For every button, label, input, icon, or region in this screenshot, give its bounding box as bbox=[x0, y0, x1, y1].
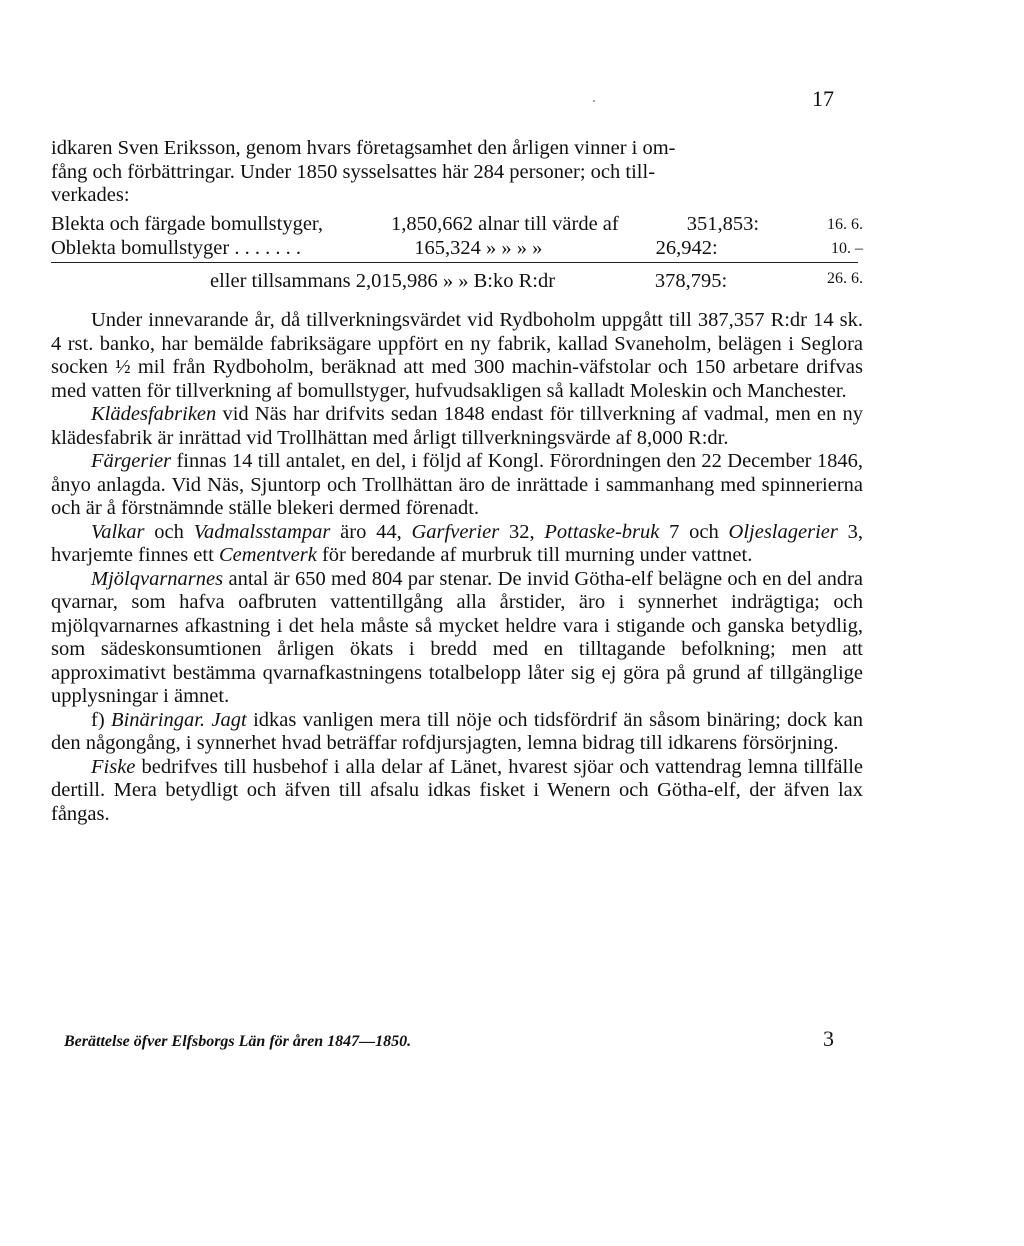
paragraph-rydboholm: Under innevarande år, då tillverkningsvärdet vid Rydboholm uppgått till 387,357 R:dr 14 sk. 4 rst. banko, har bemälde fabriksägare uppfört en ny fabrik, kallad Svaneholm, belägen i Seglora socken ½ mil från Rydboholm, beräknad att med 300 machin-väfstolar och 150 arbetare drifvas med vatten för tillverkning af bomullstyger, hufvudsakligen så kalladt Moleskin och Manchester. bbox=[51, 309, 863, 402]
table-row bbox=[51, 213, 863, 237]
term: Cementverk bbox=[218, 544, 317, 566]
paragraph-text: för beredande af murbruk till murning under vattnet. bbox=[316, 544, 753, 566]
intro-line: fång och förbättringar. Under 1850 sysselsattes här 284 personer; och till- bbox=[51, 160, 656, 183]
term: Garfverier bbox=[411, 520, 500, 543]
paragraph-text: 7 och bbox=[659, 520, 729, 543]
paragraph-valkar bbox=[51, 521, 863, 568]
intro-block bbox=[51, 137, 863, 208]
term: Valkar bbox=[91, 520, 145, 543]
term: Pottaske-bruk bbox=[544, 520, 660, 543]
section-marker: f) bbox=[91, 708, 112, 731]
total-skilling: 26. 6. bbox=[826, 270, 863, 287]
table-total-row bbox=[210, 270, 863, 293]
paragraph-text: vid Näs har drifvits sedan 1848 endast för tillverkning af vadmal, men en ny klädesfabrik är inrättad vid Trollhättan med årligt tillverkningsvärde af 8,000 R:dr. bbox=[51, 403, 863, 449]
total-label: eller tillsammans 2,015,986 » » B:ko R:dr bbox=[210, 270, 556, 292]
page-number: 17 bbox=[812, 86, 834, 111]
row-value: 26,942: bbox=[655, 236, 718, 259]
term: Klädesfabriken bbox=[91, 403, 217, 425]
paragraph-text: 32, bbox=[499, 520, 545, 543]
total-value: 378,795: bbox=[654, 270, 728, 292]
paragraph-text: och bbox=[144, 520, 194, 543]
paragraph-binaringar bbox=[51, 709, 863, 756]
body-text bbox=[51, 309, 863, 826]
intro-line: verkades: bbox=[51, 184, 130, 206]
term: Mjölqvarnarnes bbox=[91, 567, 224, 590]
paragraph-fiske bbox=[51, 756, 863, 827]
paragraph-text: 3, hvarjemte finnes ett bbox=[51, 520, 864, 566]
row-skilling: 16. 6. bbox=[827, 216, 863, 233]
row-value: 351,853: bbox=[686, 213, 760, 235]
paragraph-mjolqvarnar bbox=[51, 568, 863, 709]
row-label: Oblekta bomullstyger . . . . . . . bbox=[51, 236, 301, 259]
print-speck bbox=[593, 100, 595, 102]
paragraph-klades bbox=[51, 403, 863, 450]
term: Fiske bbox=[91, 755, 136, 778]
table-block bbox=[51, 213, 863, 260]
paragraph-text: antal är 650 med 804 par stenar. De invid Götha-elf belägne och en del andra qvarnar, som hafva oafbruten vattentillgång alla årstider, äro i synnerhet indrägtiga; och mjölqvarnarnes afkastning i det hela måste så mycket heldre vara i stigande och ganska betydlig, som sädeskonsumtionen årligen ökats i bredd med en tilltagande befolkning; men att approximativt bestämma qvarnafkastningens totalbelopp låter sig ej göra på grund af tillgänglige upplysningar i ämnet. bbox=[51, 567, 863, 707]
paragraph-text: finnas 14 till antalet, en del, i följd af Kongl. Förordningen den 22 December 1846, ånyo anlagda. Vid Näs, Sjuntorp och Trollhättan äro de inrättade i sammanhang med spinnerierna och är å förstnämnde ställe blekeri dermed förenadt. bbox=[51, 450, 863, 519]
signature-mark: 3 bbox=[823, 1026, 834, 1051]
term: Vadmalsstampar bbox=[193, 520, 331, 543]
row-skilling: 10. – bbox=[830, 239, 863, 257]
term: Färgerier bbox=[91, 450, 172, 472]
paragraph-fargerier bbox=[51, 450, 863, 521]
row-qty: 1,850,662 alnar till värde af bbox=[391, 213, 619, 235]
term: Jagt bbox=[211, 708, 247, 731]
intro-line: idkaren Sven Eriksson, genom hvars företagsamhet den årligen vinner i om- bbox=[51, 137, 676, 159]
sum-rule bbox=[51, 262, 858, 263]
row-label: Blekta och färgade bomullstyger, bbox=[51, 213, 324, 235]
paragraph-text: bedrifves till husbehof i alla delar af Länet, hvarest sjöar och vattendrag lemna tillfälle dertill. Mera betydligt och äfven till afsalu idkas fisket i Wenern och Götha-elf, der äfven lax fångas. bbox=[51, 755, 863, 825]
table-row bbox=[51, 237, 863, 261]
paragraph-text: äro 44, bbox=[330, 520, 412, 543]
page-footer bbox=[64, 1026, 834, 1052]
term: Binäringar. bbox=[111, 708, 206, 731]
footer-title: Berättelse öfver Elfsborgs Län för åren 1847—1850. bbox=[64, 1033, 412, 1050]
term: Oljeslagerier bbox=[728, 520, 838, 543]
row-qty: 165,324 » » » » bbox=[414, 236, 543, 259]
paragraph-text: idkas vanligen mera till nöje och tidsfördrif än såsom binäring; dock kan den någongång, i synnerhet hvad beträffar rofdjursjagten, lemna bidrag till idkarens försörjning. bbox=[51, 708, 864, 754]
